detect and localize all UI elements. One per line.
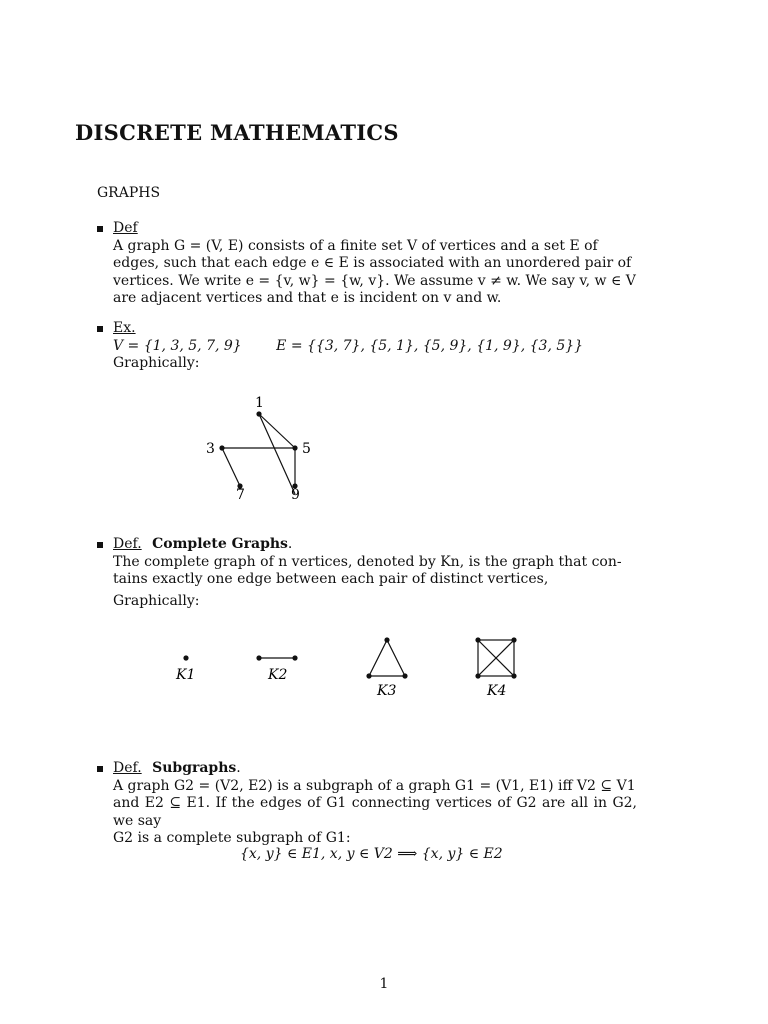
k2-vertex: [292, 655, 297, 660]
k3-edges: [369, 640, 405, 676]
def-heading: Complete Graphs: [152, 536, 288, 552]
example-block: [97, 320, 637, 373]
edge-1-9: [259, 414, 295, 494]
def-label: Def: [113, 220, 138, 236]
k2-label: K2: [268, 667, 288, 683]
k4-label: K4: [487, 683, 507, 699]
k2-vertex: [256, 655, 261, 660]
definition-subgraphs: Def. Subgraphs. A graph G2 = (V2, E2) is a subgraph of a graph G1 = (V1, E1) iff V2 ⊆ V1 and E2 ⊆ E1. If the edges of G1 connecting vertices of G2 are all in G2, we say G2 is a complete subgraph of G1:: [97, 760, 637, 848]
vertex-5: [292, 445, 297, 450]
vertex-label-1: 1: [255, 395, 264, 411]
def-line: are adjacent vertices and that e is incident on v and w.: [113, 290, 502, 306]
example-label: Ex.: [113, 320, 136, 336]
page-number: 1: [379, 976, 389, 992]
vertex-label-3: 3: [206, 441, 215, 457]
bullet-icon: [97, 766, 103, 772]
edge-1-5: [259, 414, 295, 448]
def-line: The complete graph of n vertices, denoted by Kn, is the graph that con-: [113, 553, 622, 570]
def-line: A graph G2 = (V2, E2) is a subgraph of a graph G1 = (V1, E1) iff V2 ⊆ V1: [113, 777, 636, 794]
edge-3-7: [222, 448, 240, 486]
vertex-label-5: 5: [302, 441, 311, 457]
k3-label: K3: [377, 683, 397, 699]
def-line: A graph G = (V, E) consists of a finite set V of vertices and a set E of: [113, 237, 598, 254]
k3-vertex: [366, 673, 371, 678]
def-label: Def.: [113, 536, 142, 552]
k4-vertex: [511, 673, 516, 678]
vertex-set: V = {1, 3, 5, 7, 9}: [113, 337, 242, 354]
def-line: and E2 ⊆ E1. If the edges of G1 connecting vertices of G2 are all in G2, we say: [113, 795, 637, 829]
vertex-label-9: 9: [291, 487, 300, 503]
example-graph: [0, 390, 768, 510]
bullet-icon: [97, 542, 103, 548]
k1-vertex: [183, 655, 188, 660]
k1-label: K1: [176, 667, 196, 683]
complete-graphs-figure: [0, 625, 768, 705]
k4-vertex: [475, 673, 480, 678]
definition-graph: [97, 220, 637, 308]
bullet-icon: [97, 226, 103, 232]
k4-vertex: [511, 637, 516, 642]
graphically-label: Graphically:: [113, 355, 200, 371]
def-heading: Subgraphs: [152, 760, 237, 776]
edge-set: E = {{3, 7}, {5, 1}, {5, 9}, {1, 9}, {3, 5}}: [276, 337, 584, 354]
vertex-label-7: 7: [236, 487, 245, 503]
def-line: G2 is a complete subgraph of G1:: [113, 830, 351, 846]
vertex-1: [256, 411, 261, 416]
subgraph-equation: {x, y} ∈ E1, x, y ∈ V2 ⟹ {x, y} ∈ E2: [240, 846, 503, 862]
definition-complete-graphs: Def. Complete Graphs. The complete graph of n vertices, denoted by Kn, is the graph that con- tains exactly one edge between each pair of distinct vertices, Graphically:: [97, 536, 637, 610]
page-title: DISCRETE MATHEMATICS: [75, 120, 399, 145]
k3-vertex: [402, 673, 407, 678]
k3-vertex: [384, 637, 389, 642]
graphically-label: Graphically:: [113, 592, 200, 609]
def-line: vertices. We write e = {v, w} = {w, v}. We assume v ≠ w. We say v, w ∈ V: [113, 272, 636, 289]
def-line: edges, such that each edge e ∈ E is associated with an unordered pair of: [113, 255, 632, 271]
section-heading: GRAPHS: [97, 185, 161, 201]
def-label: Def.: [113, 760, 142, 776]
def-line: tains exactly one edge between each pair of distinct vertices,: [113, 571, 549, 587]
vertex-3: [219, 445, 224, 450]
k4-vertex: [475, 637, 480, 642]
bullet-icon: [97, 326, 103, 332]
